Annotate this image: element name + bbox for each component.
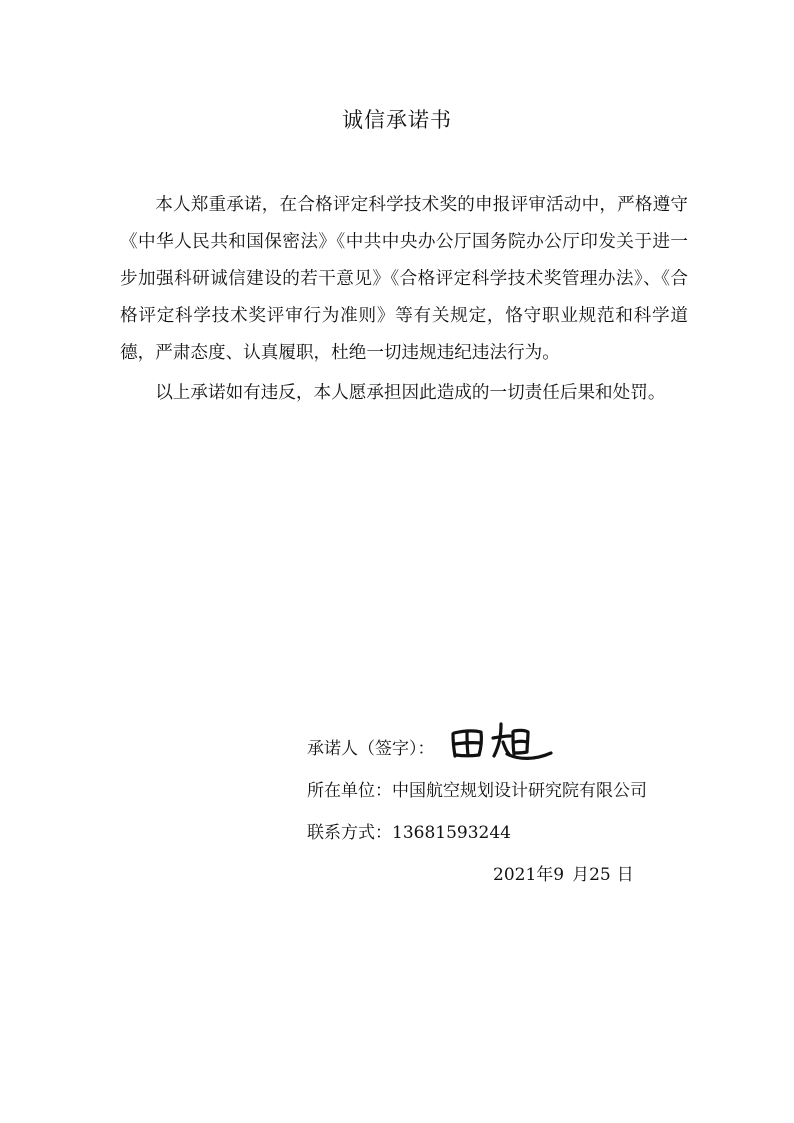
date-year: 2021 (493, 865, 537, 885)
contact-value: 13681593244 (392, 823, 511, 843)
date-day-char: 日 (616, 865, 634, 885)
signer-label: 承诺人（签字）： (307, 739, 435, 759)
contact-line (307, 818, 511, 843)
date-year-char: 年 (536, 865, 554, 885)
signer-line (307, 734, 435, 759)
date-month-char: 月 (572, 865, 590, 885)
pledge-paragraph: 本人郑重承诺，在合格评定科学技术奖的申报评审活动中，严格遵守《中华人民共和国保密法》《中共中央办公厅国务院办公厅印发关于进一步加强科研诚信建设的若干意见》《合格评定科学技术奖管理办法》、《合格评定科学技术奖评审行为准则》等有关规定，恪守职业规范和科学道德，严肃态度、认真履职，杜绝一切违规违纪违法行为。 (120, 195, 688, 363)
date-month: 9 (553, 865, 565, 885)
handwritten-signature (447, 720, 557, 764)
unit-line (307, 776, 647, 801)
document-title: 诚信承诺书 (342, 108, 452, 132)
consequence-paragraph: 以上承诺如有违反，本人愿承担因此造成的一切责任后果和处罚。 (155, 383, 666, 403)
date-day: 25 (589, 865, 611, 885)
date-line (493, 860, 634, 885)
unit-value: 中国航空规划设计研究院有限公司 (392, 781, 647, 801)
document-body (120, 187, 688, 412)
contact-label: 联系方式： (307, 823, 392, 843)
unit-label: 所在单位： (307, 781, 392, 801)
